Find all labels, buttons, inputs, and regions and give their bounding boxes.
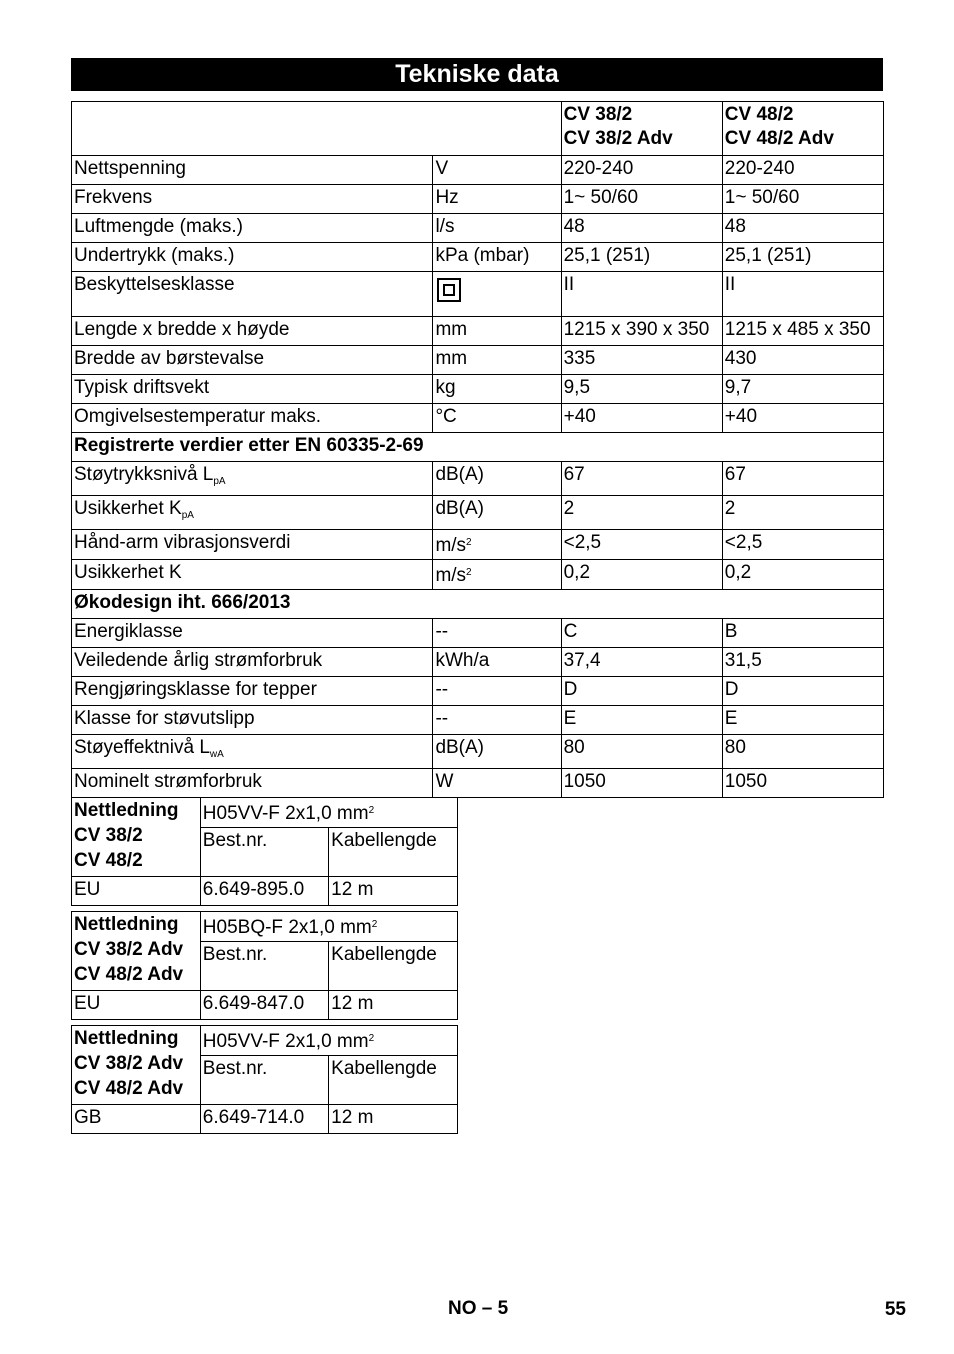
cable-label-line2: CV 38/2 Adv [74, 939, 184, 960]
row-unit-text: °C [435, 406, 457, 427]
row-label-text: Typisk driftsvekt [74, 377, 210, 398]
row-label-text: Veiledende årlig strømforbruk [74, 650, 323, 671]
table-row [72, 912, 458, 942]
table-row [72, 317, 884, 346]
row-unit-text: -- [435, 679, 449, 700]
section-heading-text: Registrerte verdier etter EN 60335-2-69 [74, 435, 424, 456]
row-label-text: Nettspenning [74, 158, 186, 179]
cable-partno-text: 6.649-895.0 [202, 879, 305, 900]
row-value-model-1-text: +40 [563, 406, 596, 427]
cable-type-superscript: 2 [371, 919, 378, 930]
row-label-text: Lengde x bredde x høyde [74, 319, 290, 340]
row-label [72, 735, 433, 769]
cable-label-line3: CV 48/2 Adv [74, 1078, 184, 1099]
table-row [72, 243, 884, 272]
row-label-text: Frekvens [74, 187, 153, 208]
row-value-model-1 [561, 560, 722, 590]
cable-region-text: GB [74, 1107, 102, 1128]
row-value-model-2 [722, 272, 883, 317]
row-unit [433, 735, 561, 769]
cable-type [200, 912, 457, 942]
table-row [72, 619, 884, 648]
cable-table [71, 911, 458, 1020]
header-empty-cell [72, 102, 562, 156]
row-value-model-2-text: 25,1 (251) [724, 245, 812, 266]
table-row [72, 462, 884, 496]
unit-superscript: 2 [466, 567, 472, 578]
row-value-model-1 [561, 735, 722, 769]
cable-label [72, 912, 201, 991]
row-value-model-1 [561, 496, 722, 530]
row-value-model-1 [561, 346, 722, 375]
row-unit [433, 375, 561, 404]
row-unit-text: kWh/a [435, 650, 490, 671]
row-value-model-2-text: II [724, 274, 736, 295]
footer-section: NO – 5 [448, 1298, 509, 1319]
row-value-model-1 [561, 272, 722, 317]
partno-header [200, 942, 328, 991]
table-row [72, 375, 884, 404]
row-label [72, 677, 433, 706]
table-row [72, 735, 884, 769]
section-heading [72, 590, 884, 619]
row-label-text: Støyeffektnivå L [74, 737, 210, 758]
cable-label-line1: Nettledning [74, 914, 179, 935]
table-row [72, 1105, 458, 1134]
partno-header [200, 828, 328, 877]
row-value-model-1-text: C [563, 621, 578, 642]
row-value-model-1 [561, 462, 722, 496]
row-value-model-2-text: 80 [724, 737, 746, 758]
row-value-model-2-text: 31,5 [724, 650, 762, 671]
row-unit-text: mm [435, 348, 468, 369]
section-row [72, 590, 884, 619]
row-value-model-2-text: D [724, 679, 739, 700]
cable-type-text: H05VV-F 2x1,0 mm [202, 803, 369, 824]
row-value-model-2 [722, 677, 883, 706]
table-row [72, 560, 884, 590]
row-value-model-1-text: 37,4 [563, 650, 601, 671]
row-value-model-1-text: 25,1 (251) [563, 245, 651, 266]
row-label [72, 462, 433, 496]
cable-region-text: EU [74, 993, 101, 1014]
row-value-model-2 [722, 496, 883, 530]
row-label-text: Nominelt strømforbruk [74, 771, 262, 792]
row-value-model-1 [561, 156, 722, 185]
table-row [72, 677, 884, 706]
length-header-text: Kabellengde [331, 1058, 437, 1079]
cable-label [72, 1026, 201, 1105]
row-unit-text: m/s [435, 535, 467, 556]
row-label [72, 214, 433, 243]
row-value-model-2 [722, 375, 883, 404]
row-value-model-1 [561, 677, 722, 706]
row-unit [433, 769, 561, 798]
cable-length [329, 1105, 458, 1134]
label-subscript: wA [209, 749, 224, 760]
cable-region-text: EU [74, 879, 101, 900]
row-value-model-2-text: E [724, 708, 738, 729]
row-unit-text: dB(A) [435, 464, 485, 485]
row-unit-text: dB(A) [435, 498, 485, 519]
cable-table [71, 1025, 458, 1134]
row-value-model-1-text: 220-240 [563, 158, 634, 179]
row-value-model-2-text: B [724, 621, 738, 642]
row-label [72, 619, 433, 648]
row-value-model-1-text: 9,5 [563, 377, 591, 398]
row-label-text: Energiklasse [74, 621, 183, 642]
row-unit-text: m/s [435, 565, 467, 586]
row-value-model-2-text: 0,2 [724, 562, 752, 583]
row-label [72, 346, 433, 375]
table-row [72, 156, 884, 185]
table-row [72, 1026, 458, 1056]
row-unit-text: dB(A) [435, 737, 485, 758]
cable-label-line2: CV 38/2 Adv [74, 1053, 184, 1074]
row-unit-text: V [435, 158, 449, 179]
table-row [72, 877, 458, 906]
page-number: 55 [884, 1299, 906, 1320]
row-unit [433, 185, 561, 214]
row-label [72, 496, 433, 530]
cable-length-text: 12 m [331, 993, 374, 1014]
row-value-model-2 [722, 769, 883, 798]
row-value-model-1 [561, 706, 722, 735]
row-value-model-1 [561, 375, 722, 404]
row-unit [433, 156, 561, 185]
header-model-2-line2: CV 48/2 Adv [724, 128, 834, 149]
row-label-text: Rengjøringsklasse for tepper [74, 679, 317, 700]
page-title: Tekniske data [71, 58, 883, 91]
table-row [72, 346, 884, 375]
row-value-model-2 [722, 735, 883, 769]
cable-region [72, 877, 201, 906]
row-unit [433, 317, 561, 346]
cable-type-superscript: 2 [368, 805, 375, 816]
row-value-model-1-text: 48 [563, 216, 585, 237]
cable-type-text: H05BQ-F 2x1,0 mm [202, 917, 372, 938]
row-unit-text: kg [435, 377, 456, 398]
cable-length [329, 877, 458, 906]
row-unit [433, 530, 561, 560]
row-unit [433, 706, 561, 735]
row-label-text: Usikkerhet K [74, 498, 182, 519]
partno-header-text: Best.nr. [202, 944, 268, 965]
row-value-model-1 [561, 404, 722, 433]
row-value-model-1-text: 0,2 [563, 562, 591, 583]
row-value-model-2-text: 67 [724, 464, 746, 485]
row-value-model-1-text: 1050 [563, 771, 606, 792]
technical-data-table [71, 101, 884, 798]
cable-partno [200, 991, 328, 1020]
row-value-model-1-text: D [563, 679, 578, 700]
table-row [72, 272, 884, 317]
label-subscript: pA [181, 510, 194, 521]
cable-label-line3: CV 48/2 Adv [74, 964, 184, 985]
header-model-1 [561, 102, 722, 156]
row-label-text: Bredde av børstevalse [74, 348, 265, 369]
row-value-model-2 [722, 462, 883, 496]
section-heading [72, 433, 884, 462]
row-unit [433, 648, 561, 677]
row-label-text: Klasse for støvutslipp [74, 708, 255, 729]
table-row [72, 706, 884, 735]
row-label-text: Usikkerhet K [74, 562, 182, 583]
row-unit [433, 243, 561, 272]
row-value-model-2-text: +40 [724, 406, 758, 427]
header-model-2 [722, 102, 883, 156]
cable-table [71, 797, 458, 906]
row-unit [433, 677, 561, 706]
header-model-1-line1: CV 38/2 [563, 104, 633, 125]
row-unit-text: mm [435, 319, 468, 340]
row-value-model-2-text: 1050 [724, 771, 768, 792]
cable-region [72, 1105, 201, 1134]
row-value-model-1 [561, 317, 722, 346]
length-header [329, 942, 458, 991]
row-unit [433, 346, 561, 375]
row-label [72, 272, 433, 317]
cable-type [200, 1026, 457, 1056]
length-header [329, 1056, 458, 1105]
row-value-model-1-text: <2,5 [563, 532, 602, 553]
row-value-model-1 [561, 648, 722, 677]
row-label [72, 560, 433, 590]
row-value-model-2 [722, 404, 883, 433]
unit-superscript: 2 [466, 537, 472, 548]
row-unit [433, 462, 561, 496]
row-unit-text: -- [435, 621, 449, 642]
cable-partno [200, 1105, 328, 1134]
row-unit [433, 619, 561, 648]
row-value-model-2 [722, 648, 883, 677]
row-label [72, 317, 433, 346]
table-row [72, 185, 884, 214]
row-unit-text: -- [435, 708, 449, 729]
row-value-model-1 [561, 214, 722, 243]
row-label [72, 706, 433, 735]
row-value-model-2-text: 1215 x 485 x 350 [724, 319, 871, 340]
row-value-model-1-text: II [563, 274, 575, 295]
row-value-model-1-text: 67 [563, 464, 585, 485]
row-unit [433, 404, 561, 433]
row-label-text: Beskyttelsesklasse [74, 274, 235, 295]
header-model-1-line2: CV 38/2 Adv [563, 128, 673, 149]
row-value-model-1 [561, 185, 722, 214]
row-value-model-2 [722, 214, 883, 243]
row-unit-text: l/s [435, 216, 455, 237]
cable-length-text: 12 m [331, 1107, 374, 1128]
cable-type-superscript: 2 [368, 1033, 375, 1044]
table-row [72, 991, 458, 1020]
row-value-model-2 [722, 243, 883, 272]
row-label [72, 156, 433, 185]
row-value-model-2 [722, 706, 883, 735]
table-row [72, 769, 884, 798]
header-model-2-line1: CV 48/2 [724, 104, 794, 125]
cable-type-text: H05VV-F 2x1,0 mm [202, 1031, 369, 1052]
row-value-model-1 [561, 243, 722, 272]
row-value-model-2-text: 220-240 [724, 158, 795, 179]
row-label [72, 243, 433, 272]
row-unit [433, 560, 561, 590]
table-header-row [72, 102, 884, 156]
cable-partno [200, 877, 328, 906]
cable-region [72, 991, 201, 1020]
row-label-text: Omgivelsestemperatur maks. [74, 406, 322, 427]
label-subscript: pA [213, 476, 226, 487]
row-label-text: Hånd-arm vibrasjonsverdi [74, 532, 291, 553]
cable-type [200, 798, 457, 828]
row-label-text: Støytrykksnivå L [74, 464, 214, 485]
row-value-model-2 [722, 619, 883, 648]
cable-partno-text: 6.649-714.0 [202, 1107, 305, 1128]
row-value-model-2-text: 430 [724, 348, 757, 369]
row-unit [433, 496, 561, 530]
row-value-model-2-text: 2 [724, 498, 736, 519]
row-label [72, 769, 433, 798]
row-value-model-1-text: 2 [563, 498, 575, 519]
table-row [72, 530, 884, 560]
row-value-model-2-text: 1~ 50/60 [724, 187, 800, 208]
row-value-model-2-text: 9,7 [724, 377, 752, 398]
partno-header [200, 1056, 328, 1105]
row-value-model-2 [722, 185, 883, 214]
row-value-model-1-text: 335 [563, 348, 596, 369]
cable-length-text: 12 m [331, 879, 374, 900]
section-row [72, 433, 884, 462]
row-label-text: Luftmengde (maks.) [74, 216, 243, 237]
row-unit [433, 214, 561, 243]
table-row [72, 496, 884, 530]
row-value-model-1-text: E [563, 708, 577, 729]
table-row [72, 798, 458, 828]
row-label [72, 404, 433, 433]
row-value-model-2 [722, 156, 883, 185]
row-label [72, 185, 433, 214]
length-header-text: Kabellengde [331, 830, 437, 851]
row-value-model-2 [722, 530, 883, 560]
length-header-text: Kabellengde [331, 944, 437, 965]
cable-length [329, 991, 458, 1020]
row-unit-text: kPa (mbar) [435, 245, 530, 266]
section-heading-text: Økodesign iht. 666/2013 [74, 592, 291, 613]
row-label-text: Undertrykk (maks.) [74, 245, 235, 266]
row-value-model-2 [722, 346, 883, 375]
row-value-model-1 [561, 619, 722, 648]
row-value-model-2 [722, 317, 883, 346]
row-label [72, 375, 433, 404]
row-unit-text: Hz [435, 187, 459, 208]
cable-label-line3: CV 48/2 [74, 850, 143, 871]
row-unit [433, 272, 561, 317]
row-label [72, 648, 433, 677]
cable-label-line2: CV 38/2 [74, 825, 143, 846]
cable-label-line1: Nettledning [74, 800, 179, 821]
partno-header-text: Best.nr. [202, 1058, 268, 1079]
table-row [72, 404, 884, 433]
row-value-model-2-text: 48 [724, 216, 746, 237]
row-value-model-1 [561, 530, 722, 560]
protection-class-ii-icon [437, 278, 461, 302]
cable-label [72, 798, 201, 877]
partno-header-text: Best.nr. [202, 830, 268, 851]
row-value-model-1 [561, 769, 722, 798]
row-unit-text: W [435, 771, 454, 792]
row-label [72, 530, 433, 560]
row-value-model-1-text: 1~ 50/60 [563, 187, 639, 208]
row-value-model-2 [722, 560, 883, 590]
cable-label-line1: Nettledning [74, 1028, 179, 1049]
row-value-model-2-text: <2,5 [724, 532, 763, 553]
row-value-model-1-text: 80 [563, 737, 585, 758]
length-header [329, 828, 458, 877]
table-row [72, 648, 884, 677]
table-row [72, 214, 884, 243]
row-value-model-1-text: 1215 x 390 x 350 [563, 319, 710, 340]
cable-partno-text: 6.649-847.0 [202, 993, 305, 1014]
